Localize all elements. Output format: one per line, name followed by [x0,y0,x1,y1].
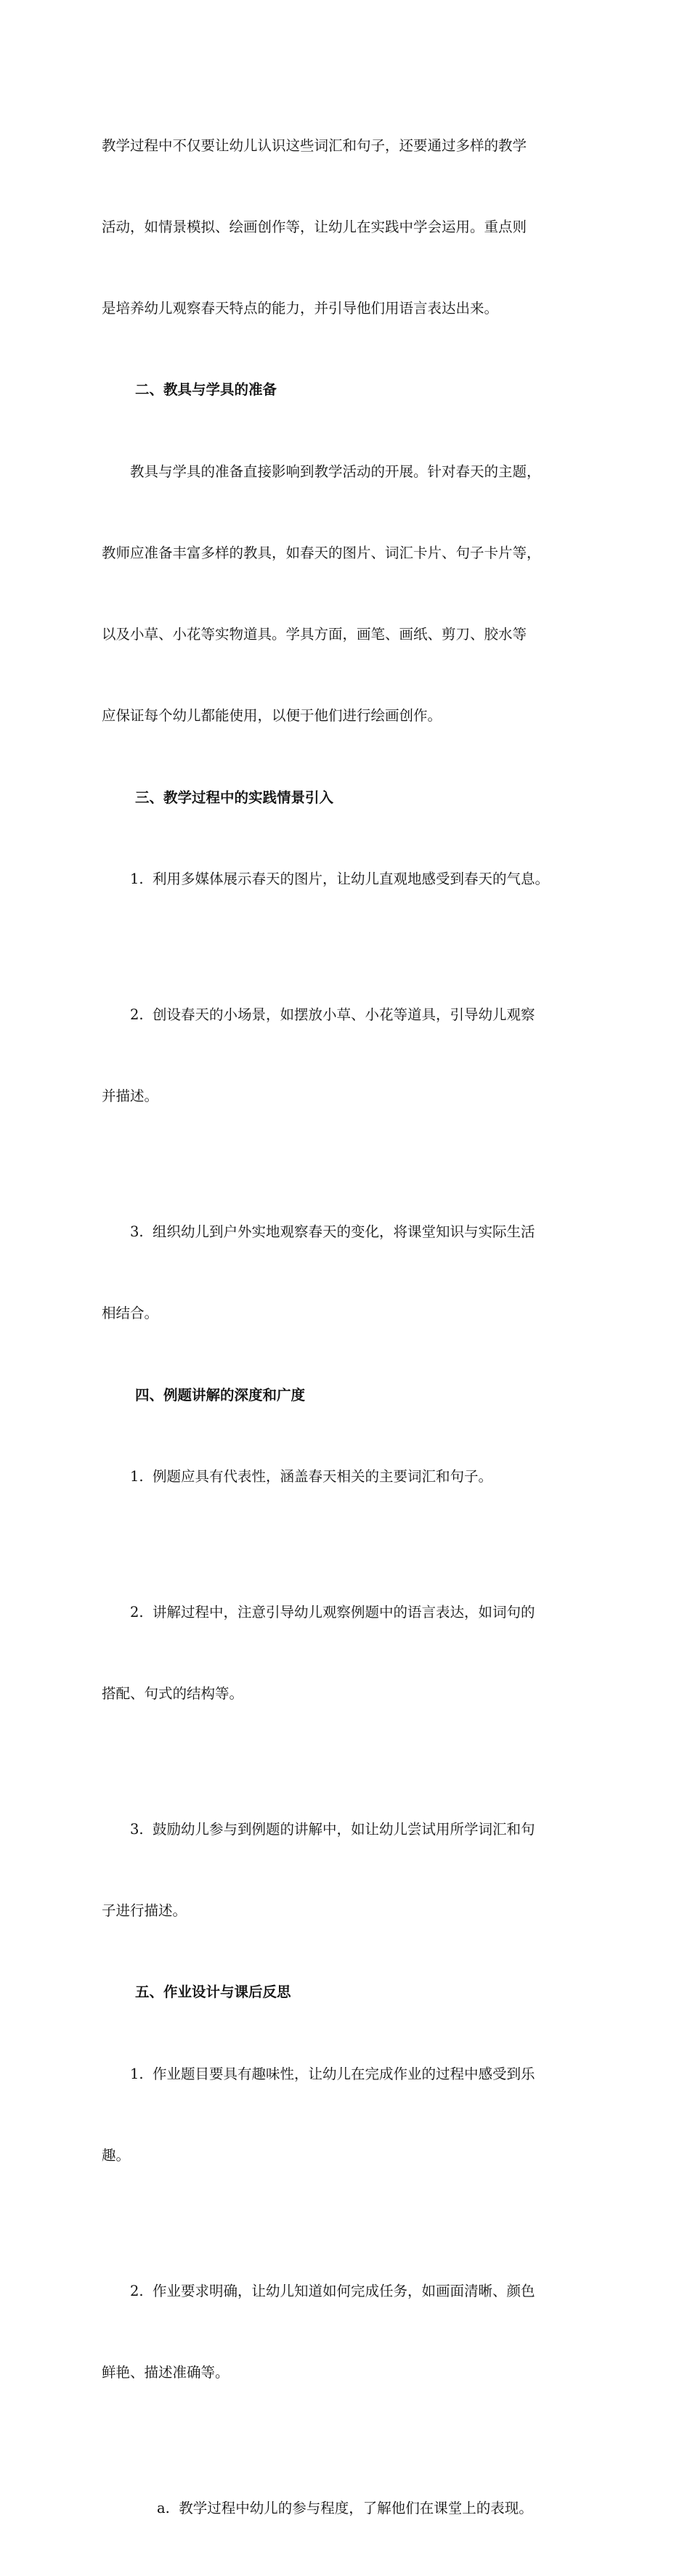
list-item [102,811,596,947]
text-line: 2. 创设春天的小场景，如摆放小草、小花等道具，引导幼儿观察 [130,1006,535,1023]
list-item [102,1164,596,1381]
text-line: 相结合。 [102,1305,159,1322]
section-heading: 五、作业设计与课后反思 [135,1984,291,2001]
list-item [102,2006,596,2223]
section-paragraph [102,404,596,784]
section-heading: 四、例题讲解的深度和广度 [135,1386,306,1403]
text-line: 教学过程中不仅要让幼儿认识这些词汇和句子，还要通过多样的教学 [102,136,527,154]
text-line: 是培养幼儿观察春天特点的能力，并引导他们用语言表达出来。 [102,300,499,317]
text-line: 教师应准备丰富多样的教具，如春天的图片、词汇卡片、句子卡片等， [102,544,541,561]
intro-paragraph [102,78,596,376]
document-body [102,78,596,2576]
list-item [102,947,596,1164]
text-line: 趣。 [102,2146,131,2164]
section-heading: 二、教具与学具的准备 [135,381,277,399]
text-line: 1. 作业题目要具有趣味性，让幼儿在完成作业的过程中感受到乐 [130,2065,535,2082]
list-item [102,1761,596,1978]
text-line: 搭配、句式的结构等。 [102,1684,244,1702]
text-line: 并描述。 [102,1088,159,1105]
text-line: 子进行描述。 [102,1902,187,1920]
text-line: 3. 组织幼儿到户外实地观察春天的变化，将课堂知识与实际生活 [130,1223,535,1241]
text-line: a. 教学过程中幼儿的参与程度，了解他们在课堂上的表现。 [157,2500,533,2517]
text-line: 教具与学具的准备直接影响到教学活动的开展。针对春天的主题， [130,462,541,480]
list-item [102,1544,596,1761]
text-line: 3. 鼓励幼儿参与到例题的讲解中，如让幼儿尝试用所学词汇和句 [130,1821,535,1838]
text-line: 应保证每个幼儿都能使用，以便于他们进行绘画创作。 [102,707,442,725]
text-line: 1. 例题应具有代表性，涵盖春天相关的主要词汇和句子。 [130,1467,493,1485]
text-line: 2. 讲解过程中，注意引导幼儿观察例题中的语言表达，如词句的 [130,1603,535,1621]
list-item [102,1409,596,1544]
text-line: 鲜艳、描述准确等。 [102,2364,230,2381]
text-line: 1. 利用多媒体展示春天的图片，让幼儿直观地感受到春天的气息。 [130,870,550,887]
list-item [102,2223,596,2440]
section-heading: 三、教学过程中的实践情景引入 [135,788,334,806]
text-line: 2. 作业要求明确，让幼儿知道如何完成任务，如画面清晰、颜色 [130,2282,535,2299]
sub-list-item [102,2440,596,2576]
text-line: 以及小草、小花等实物道具。学具方面，画笔、画纸、剪刀、胶水等 [102,626,527,643]
text-line: 活动，如情景模拟、绘画创作等，让幼儿在实践中学会运用。重点则 [102,219,527,236]
